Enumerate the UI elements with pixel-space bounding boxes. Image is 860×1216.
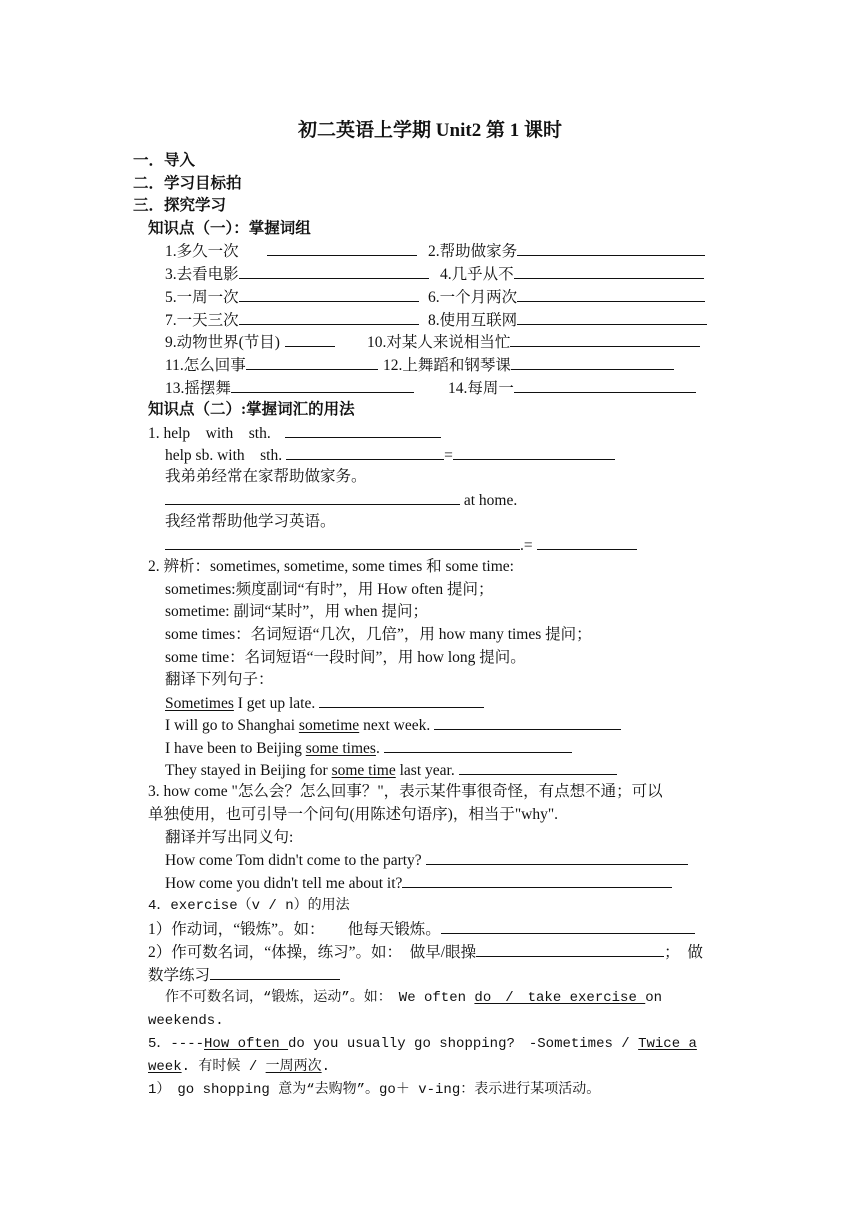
q4-line: 数学练习 <box>148 964 340 986</box>
answer-blank[interactable] <box>239 286 419 302</box>
answer-blank[interactable] <box>239 263 429 279</box>
q2-line: some times：名词短语“几次，几倍”，用 how many times 提问； <box>165 626 592 643</box>
q1-line: 1. help with sth. <box>148 422 441 444</box>
answer-blank[interactable] <box>239 309 419 325</box>
answer-blank[interactable] <box>441 918 695 934</box>
q3-line: 翻译并写出同义句: <box>165 829 294 846</box>
q2-line: 翻译下列句子： <box>165 671 274 688</box>
answer-blank[interactable] <box>210 964 340 980</box>
phrase-item: 8.使用互联网 <box>428 309 707 331</box>
answer-blank[interactable] <box>165 534 520 550</box>
q5-line: 5．----How often do you usually go shopping? -Sometimes / Twice a <box>148 1036 697 1052</box>
phrase-item: 10.对某人来说相当忙 <box>367 331 700 353</box>
answer-blank[interactable] <box>511 354 674 370</box>
answer-blank[interactable] <box>453 444 615 460</box>
q1-line: help sb. with sth. = <box>165 444 615 466</box>
phrase-item: 14.每周一 <box>448 377 696 399</box>
answer-blank[interactable] <box>319 692 484 708</box>
q2-line: some time：名词短语“一段时间”，用 how long 提问。 <box>165 649 526 666</box>
answer-blank[interactable] <box>246 354 378 370</box>
answer-blank[interactable] <box>476 941 664 957</box>
q2-line: sometimes:频度副词“有时”，用 How often 提问； <box>165 581 494 598</box>
answer-blank[interactable] <box>231 377 414 393</box>
answer-blank[interactable] <box>165 489 460 505</box>
answer-blank[interactable] <box>510 331 700 347</box>
answer-blank[interactable] <box>537 534 637 550</box>
section-explore: 三．探究学习 <box>133 197 227 214</box>
phrase-item: 5.一周一次 <box>165 286 419 308</box>
q2-sentence: Sometimes I get up late. <box>165 692 484 714</box>
q4-line: 1）作动词，“锻炼”。如： 他每天锻炼。 <box>148 918 695 940</box>
answer-blank[interactable] <box>286 444 444 460</box>
q4-line: 4．exercise（v / n）的用法 <box>148 898 350 914</box>
section-goals: 二．学习目标拍 <box>133 175 242 192</box>
q3-sentence: How come Tom didn't come to the party? <box>165 849 688 871</box>
answer-blank[interactable] <box>517 240 705 256</box>
phrase-item: 12.上舞蹈和钢琴课 <box>383 354 674 376</box>
phrase-item: 6.一个月两次 <box>428 286 705 308</box>
answer-blank[interactable] <box>285 331 335 347</box>
q3-sentence: How come you didn't tell me about it? <box>165 872 672 894</box>
answer-blank[interactable] <box>517 286 705 302</box>
q4-line: 作不可数名词，“锻炼，运动”。如： We often do / take exercise on <box>165 990 663 1006</box>
q5-line: 1） go shopping 意为“去购物”。go＋ v-ing：表示进行某项活动。 <box>148 1082 601 1098</box>
answer-blank[interactable] <box>285 422 441 438</box>
phrase-item: 2.帮助做家务 <box>428 240 705 262</box>
answer-blank[interactable] <box>517 309 707 325</box>
answer-blank[interactable] <box>384 737 572 753</box>
q2-sentence: I have been to Beijing some times. <box>165 737 572 759</box>
section-intro: 一．导入 <box>133 152 196 169</box>
answer-blank[interactable] <box>267 240 417 256</box>
phrase-item: 11.怎么回事 <box>165 354 378 376</box>
answer-blank[interactable] <box>514 263 704 279</box>
phrase-item: 1.多久一次 <box>165 240 417 262</box>
phrase-item: 13.摇摆舞 <box>165 377 414 399</box>
q1-line: .= <box>165 534 637 556</box>
page-title: 初二英语上学期 Unit2 第 1 课时 <box>298 120 562 141</box>
q1-zh: 我弟弟经常在家帮助做家务。 <box>165 468 367 485</box>
answer-blank[interactable] <box>459 759 617 775</box>
q1-line: at home. <box>165 489 517 511</box>
q3-line: 3. how come "怎么会？怎么回事？"，表示某件事很奇怪，有点想不通；可以 <box>148 783 663 800</box>
q2-line: sometime: 副词“某时”，用 when 提问； <box>165 603 429 620</box>
answer-blank[interactable] <box>426 849 688 865</box>
answer-blank[interactable] <box>514 377 696 393</box>
phrase-item: 3.去看电影 <box>165 263 429 285</box>
q4-line: 2）作可数名词，“体操，练习”。如： 做早/眼操 ； 做 <box>148 941 703 963</box>
phrase-item: 7.一天三次 <box>165 309 419 331</box>
kp2-heading: 知识点（二）:掌握词汇的用法 <box>148 401 355 418</box>
q2-sentence: I will go to Shanghai sometime next week. <box>165 714 621 736</box>
phrase-item: 9.动物世界(节目) <box>165 331 335 353</box>
answer-blank[interactable] <box>434 714 621 730</box>
kp1-heading: 知识点（一）：掌握词组 <box>148 220 311 237</box>
q3-line: 单独使用，也可引导一个问句(用陈述句语序)，相当于"why". <box>148 806 559 823</box>
phrase-item: 4.几乎从不 <box>440 263 704 285</box>
q5-line: week. 有时候 / 一周两次. <box>148 1059 331 1075</box>
q2-line: 2. 辨析：sometimes, sometime, some times 和 some time: <box>148 558 514 575</box>
answer-blank[interactable] <box>402 872 672 888</box>
q1-zh: 我经常帮助他学习英语。 <box>165 513 336 530</box>
q4-line: weekends. <box>148 1013 224 1029</box>
q2-sentence: They stayed in Beijing for some time last year. <box>165 759 617 781</box>
